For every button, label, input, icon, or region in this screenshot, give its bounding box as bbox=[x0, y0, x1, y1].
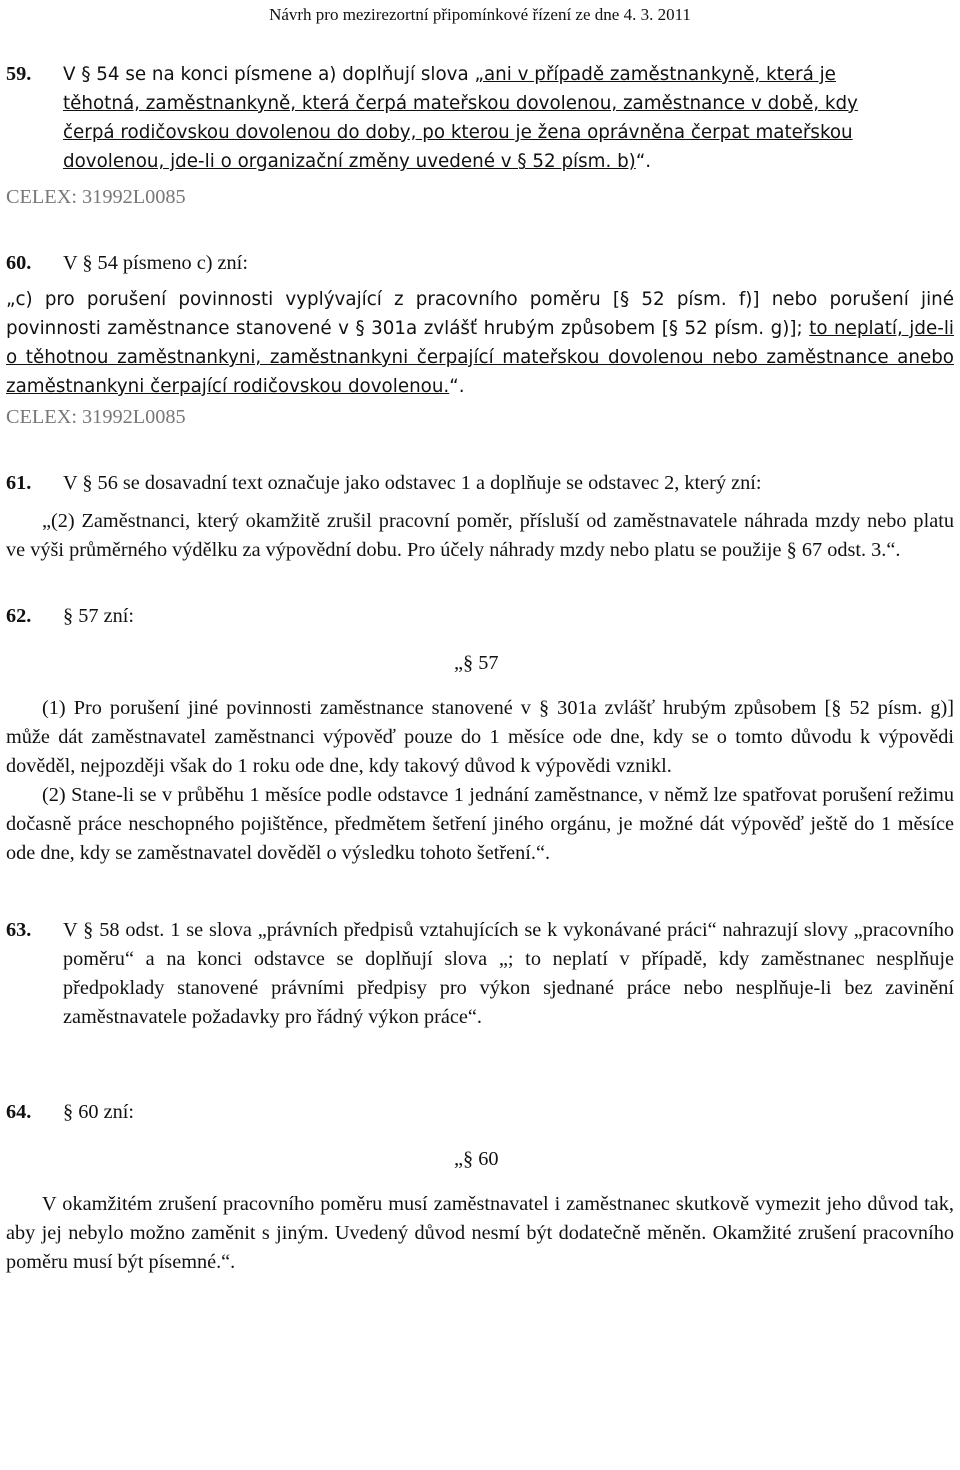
section-number: 64. bbox=[6, 1101, 32, 1123]
amendment-inserted-text: těhotná, zaměstnankyně, která čerpá mateřskou dovolenou, zaměstnance v době, kdy bbox=[63, 93, 858, 114]
paragraph-heading: „§ 57 bbox=[454, 652, 499, 674]
section-number: 61. bbox=[6, 472, 32, 494]
amended-letter-c bbox=[6, 285, 954, 401]
amendment-intro: § 60 zní: bbox=[63, 1101, 134, 1123]
amendment-inserted-text: dovolenou, jde-li o organizační změny uvedené v § 52 písm. b) bbox=[63, 151, 636, 172]
section-number: 59. bbox=[6, 63, 32, 85]
section-number: 60. bbox=[6, 252, 32, 274]
paragraph-1: (1) Pro porušení jiné povinnosti zaměstnance stanovené v § 301a zvlášť hrubým způsobem [§ 52 písm. g)] může dát zaměstnavatel zaměstnanci výpověď pouze do 1 měsíce ode dne, kdy se o tomto důvodu k výpovědi dověděl, nejpozději však do 1 roku ode dne, kdy takový důvod k výpovědi vznikl. bbox=[6, 697, 954, 777]
closing-quote: “. bbox=[635, 151, 652, 172]
letter-c-text: „c) pro porušení povinnosti vyplývající z pracovního poměru [§ 52 písm. f)] nebo porušení jiné povinnosti zaměstnance stanovené v § 301a zvlášť hrubým způsobem [§ 52 písm. g)]; bbox=[6, 289, 954, 339]
document-header: Návrh pro mezirezortní připomínkové řízení ze dne 4. 3. 2011 bbox=[269, 5, 691, 24]
document-body bbox=[6, 60, 954, 1277]
section-number: 62. bbox=[6, 605, 32, 627]
section-63-text bbox=[6, 916, 954, 1032]
amendment-intro: V § 56 se dosavadní text označuje jako odstavec 1 a doplňuje se odstavec 2, který zní: bbox=[63, 472, 762, 494]
section-number: 63. bbox=[6, 919, 32, 941]
section-60-intro bbox=[6, 249, 954, 278]
amendment-inserted-text: „ani v případě zaměstnankyně, která je bbox=[474, 64, 836, 85]
section-60 bbox=[6, 249, 954, 432]
section-64 bbox=[6, 1098, 954, 1277]
celex-reference: CELEX: 31992L0085 bbox=[6, 406, 186, 428]
paragraph-heading: „§ 60 bbox=[454, 1148, 499, 1170]
section-61-intro bbox=[6, 469, 954, 498]
closing-quote: “. bbox=[449, 376, 465, 397]
amendment-intro: § 57 zní: bbox=[63, 605, 134, 627]
section-63 bbox=[6, 916, 954, 1032]
paragraph-2: (2) Stane-li se v průběhu 1 měsíce podle odstavce 1 jednání zaměstnance, v němž lze spatřovat porušení režimu dočasně práce neschopného pojištěnce, předmětem šetření jiného orgánu, je možné dát výpověď ještě do 1 měsíce ode dne, kdy se zaměstnavatel dověděl o výsledku tohoto šetření.“. bbox=[6, 784, 954, 864]
section-59-text bbox=[6, 60, 954, 176]
paragraph-text: V okamžitém zrušení pracovního poměru musí zaměstnavatel i zaměstnanec skutkově vymezit jeho důvod tak, aby jej nebylo možno zaměnit s jiným. Uvedený důvod nesmí být dodatečně měněn. Okamžité zrušení pracovního poměru musí být písemné.“. bbox=[6, 1193, 954, 1273]
section-62-intro bbox=[6, 602, 954, 631]
amendment-inserted-text: čerpá rodičovskou dovolenou do doby, po kterou je žena oprávněna čerpat mateřskou bbox=[63, 122, 853, 143]
amendment-intro: V § 54 písmeno c) zní: bbox=[63, 252, 248, 274]
section-64-intro bbox=[6, 1098, 954, 1127]
section-61 bbox=[6, 469, 954, 565]
section-59 bbox=[6, 60, 954, 212]
amendment-intro: V § 54 se na konci písmene a) doplňují slova bbox=[63, 64, 475, 85]
amendment-text: V § 58 odst. 1 se slova „právních předpisů vztahujících se k vykonávané práci“ nahrazují slovy „pracovního poměru“ a na konci odstavce se doplňují slova „; to neplatí v případě, kdy zaměstnanec nesplňuje předpoklady stanovené právními předpisy pro výkon sjednané práce nebo nesplňuje-li bez zavinění zaměstnavatele požadavky pro řádný výkon práce“. bbox=[63, 919, 954, 1028]
celex-reference: CELEX: 31992L0085 bbox=[6, 186, 186, 208]
letter-c-inserted-text: to neplatí, jde-li o těhotnou zaměstnankyni, zaměstnankyni čerpající mateřskou dovolenou nebo zaměstnance anebo zaměstnankyni čerpající rodičovskou dovolenou. bbox=[6, 318, 954, 397]
section-62 bbox=[6, 602, 954, 868]
paragraph-2: „(2) Zaměstnanci, který okamžitě zrušil pracovní poměr, přísluší od zaměstnavatele náhrada mzdy nebo platu ve výši průměrného výdělku za výpovědní dobu. Pro účely náhrady mzdy nebo platu se použije § 67 odst. 3.“. bbox=[6, 510, 954, 561]
